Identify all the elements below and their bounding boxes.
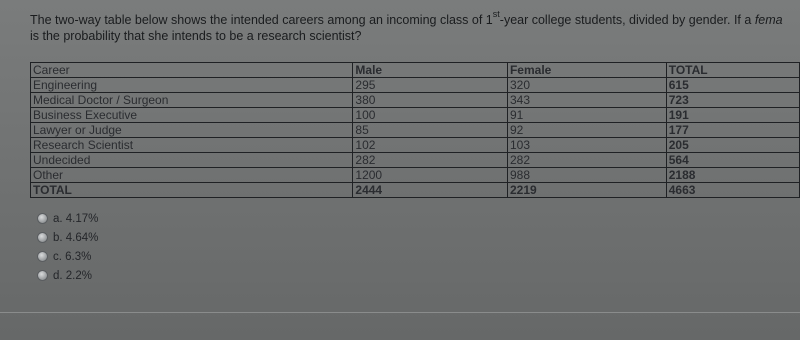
radio-button-icon[interactable] xyxy=(37,251,48,262)
female-cell: 91 xyxy=(507,108,666,123)
table-row xyxy=(31,108,800,123)
table-row xyxy=(31,153,800,168)
header-male: Male xyxy=(353,63,508,78)
radio-button-icon[interactable] xyxy=(37,270,48,281)
male-cell: 85 xyxy=(353,123,508,138)
male-cell: 1200 xyxy=(353,168,508,183)
total-cell: 191 xyxy=(666,108,799,123)
option-label: b. 4.64% xyxy=(53,231,99,244)
career-cell: Undecided xyxy=(31,153,353,168)
male-cell: 282 xyxy=(353,153,508,168)
career-cell: Medical Doctor / Surgeon xyxy=(31,93,353,108)
female-cell: 282 xyxy=(507,153,666,168)
option-d[interactable] xyxy=(37,266,98,285)
divider xyxy=(0,312,800,313)
female-cell: 988 xyxy=(507,168,666,183)
career-cell: Engineering xyxy=(31,78,353,93)
career-cell: Research Scientist xyxy=(31,138,353,153)
table-row xyxy=(31,78,800,93)
question-part-2: -year college students, divided by gender. If a xyxy=(499,13,755,27)
option-a[interactable] xyxy=(37,209,98,228)
total-cell: 205 xyxy=(666,138,799,153)
option-c[interactable] xyxy=(37,247,98,266)
option-b[interactable] xyxy=(37,228,98,247)
male-cell: 100 xyxy=(353,108,508,123)
table-row xyxy=(31,93,800,108)
female-cell: 92 xyxy=(507,123,666,138)
radio-button-icon[interactable] xyxy=(37,213,48,224)
female-cell: 343 xyxy=(507,93,666,108)
table-row xyxy=(31,138,800,153)
career-cell: Business Executive xyxy=(31,108,353,123)
total-cell: 2188 xyxy=(666,168,799,183)
male-total-cell: 2444 xyxy=(353,183,508,198)
grand-total-cell: 4663 xyxy=(666,183,799,198)
total-cell: 177 xyxy=(666,123,799,138)
career-cell: Other xyxy=(31,168,353,183)
question-line-2: is the probability that she intends to be a research scientist? xyxy=(30,29,362,43)
total-label-cell: TOTAL xyxy=(31,183,353,198)
header-female: Female xyxy=(507,63,666,78)
option-label: a. 4.17% xyxy=(53,212,99,225)
radio-button-icon[interactable] xyxy=(37,232,48,243)
table-row xyxy=(31,168,800,183)
question-line-1 xyxy=(30,9,800,28)
table-total-row xyxy=(31,183,800,198)
careers-table xyxy=(30,62,800,198)
total-cell: 615 xyxy=(666,78,799,93)
female-cell: 103 xyxy=(507,138,666,153)
table-header-row xyxy=(31,63,800,78)
career-cell: Lawyer or Judge xyxy=(31,123,353,138)
female-cell: 320 xyxy=(507,78,666,93)
header-total: TOTAL xyxy=(666,63,799,78)
answer-options xyxy=(37,209,98,285)
total-cell: 723 xyxy=(666,93,799,108)
total-cell: 564 xyxy=(666,153,799,168)
option-label: d. 2.2% xyxy=(53,269,92,282)
header-career: Career xyxy=(31,63,353,78)
female-total-cell: 2219 xyxy=(507,183,666,198)
male-cell: 102 xyxy=(353,138,508,153)
male-cell: 295 xyxy=(353,78,508,93)
ordinal-superscript: st xyxy=(492,9,500,19)
question-italic: fema xyxy=(754,13,783,27)
option-label: c. 6.3% xyxy=(53,250,92,263)
male-cell: 380 xyxy=(353,93,508,108)
question-text xyxy=(30,9,800,44)
table-row xyxy=(31,123,800,138)
question-part-1: The two-way table below shows the intended careers among an incoming class of 1 xyxy=(30,13,493,27)
